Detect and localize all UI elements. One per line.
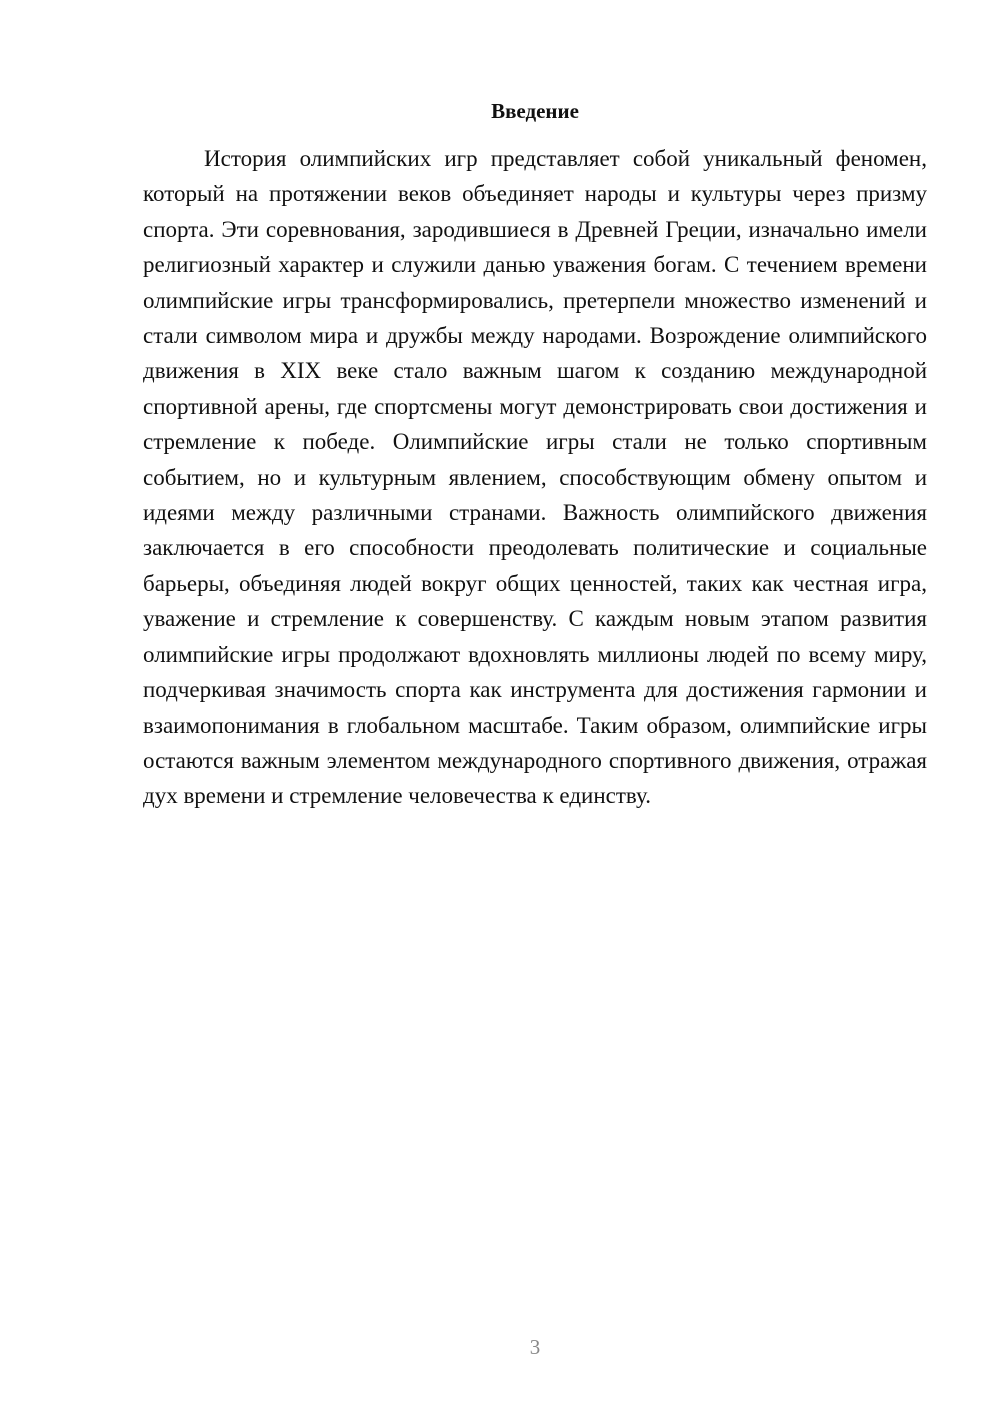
- section-heading: Введение: [491, 99, 579, 123]
- body-paragraph: История олимпийских игр представляет собой уникальный феномен, который на протяжении веков объединяет народы и культуры через призму спорта. Эти соревнования, зародившиеся в Древней Греции, изначально имели религиозный характер и служили данью уважения богам. С течением времени олимпийские игры трансформировались, претерпели множество изменений и стали символом мира и дружбы между народами. Возрождение олимпийского движения в XIX веке стало важным шагом к созданию международной спортивной арены, где спортсмены могут демонстрировать свои достижения и стремление к победе. Олимпийские игры стали не только спортивным событием, но и культурным явлением, способствующим обмену опытом и идеями между различными странами. Важность олимпийского движения заключается в его способности преодолевать политические и социальные барьеры, объединяя людей вокруг общих ценностей, таких как честная игра, уважение и стремление к совершенству. С каждым новым этапом развития олимпийские игры продолжают вдохновлять миллионы людей по всему миру, подчеркивая значимость спорта как инструмента для достижения гармонии и взаимопонимания в глобальном масштабе. Таким образом, олимпийские игры остаются важным элементом международного спортивного движения, отражая дух времени и стремление человечества к единству.: [143, 146, 927, 809]
- page-number: 3: [529, 1335, 541, 1359]
